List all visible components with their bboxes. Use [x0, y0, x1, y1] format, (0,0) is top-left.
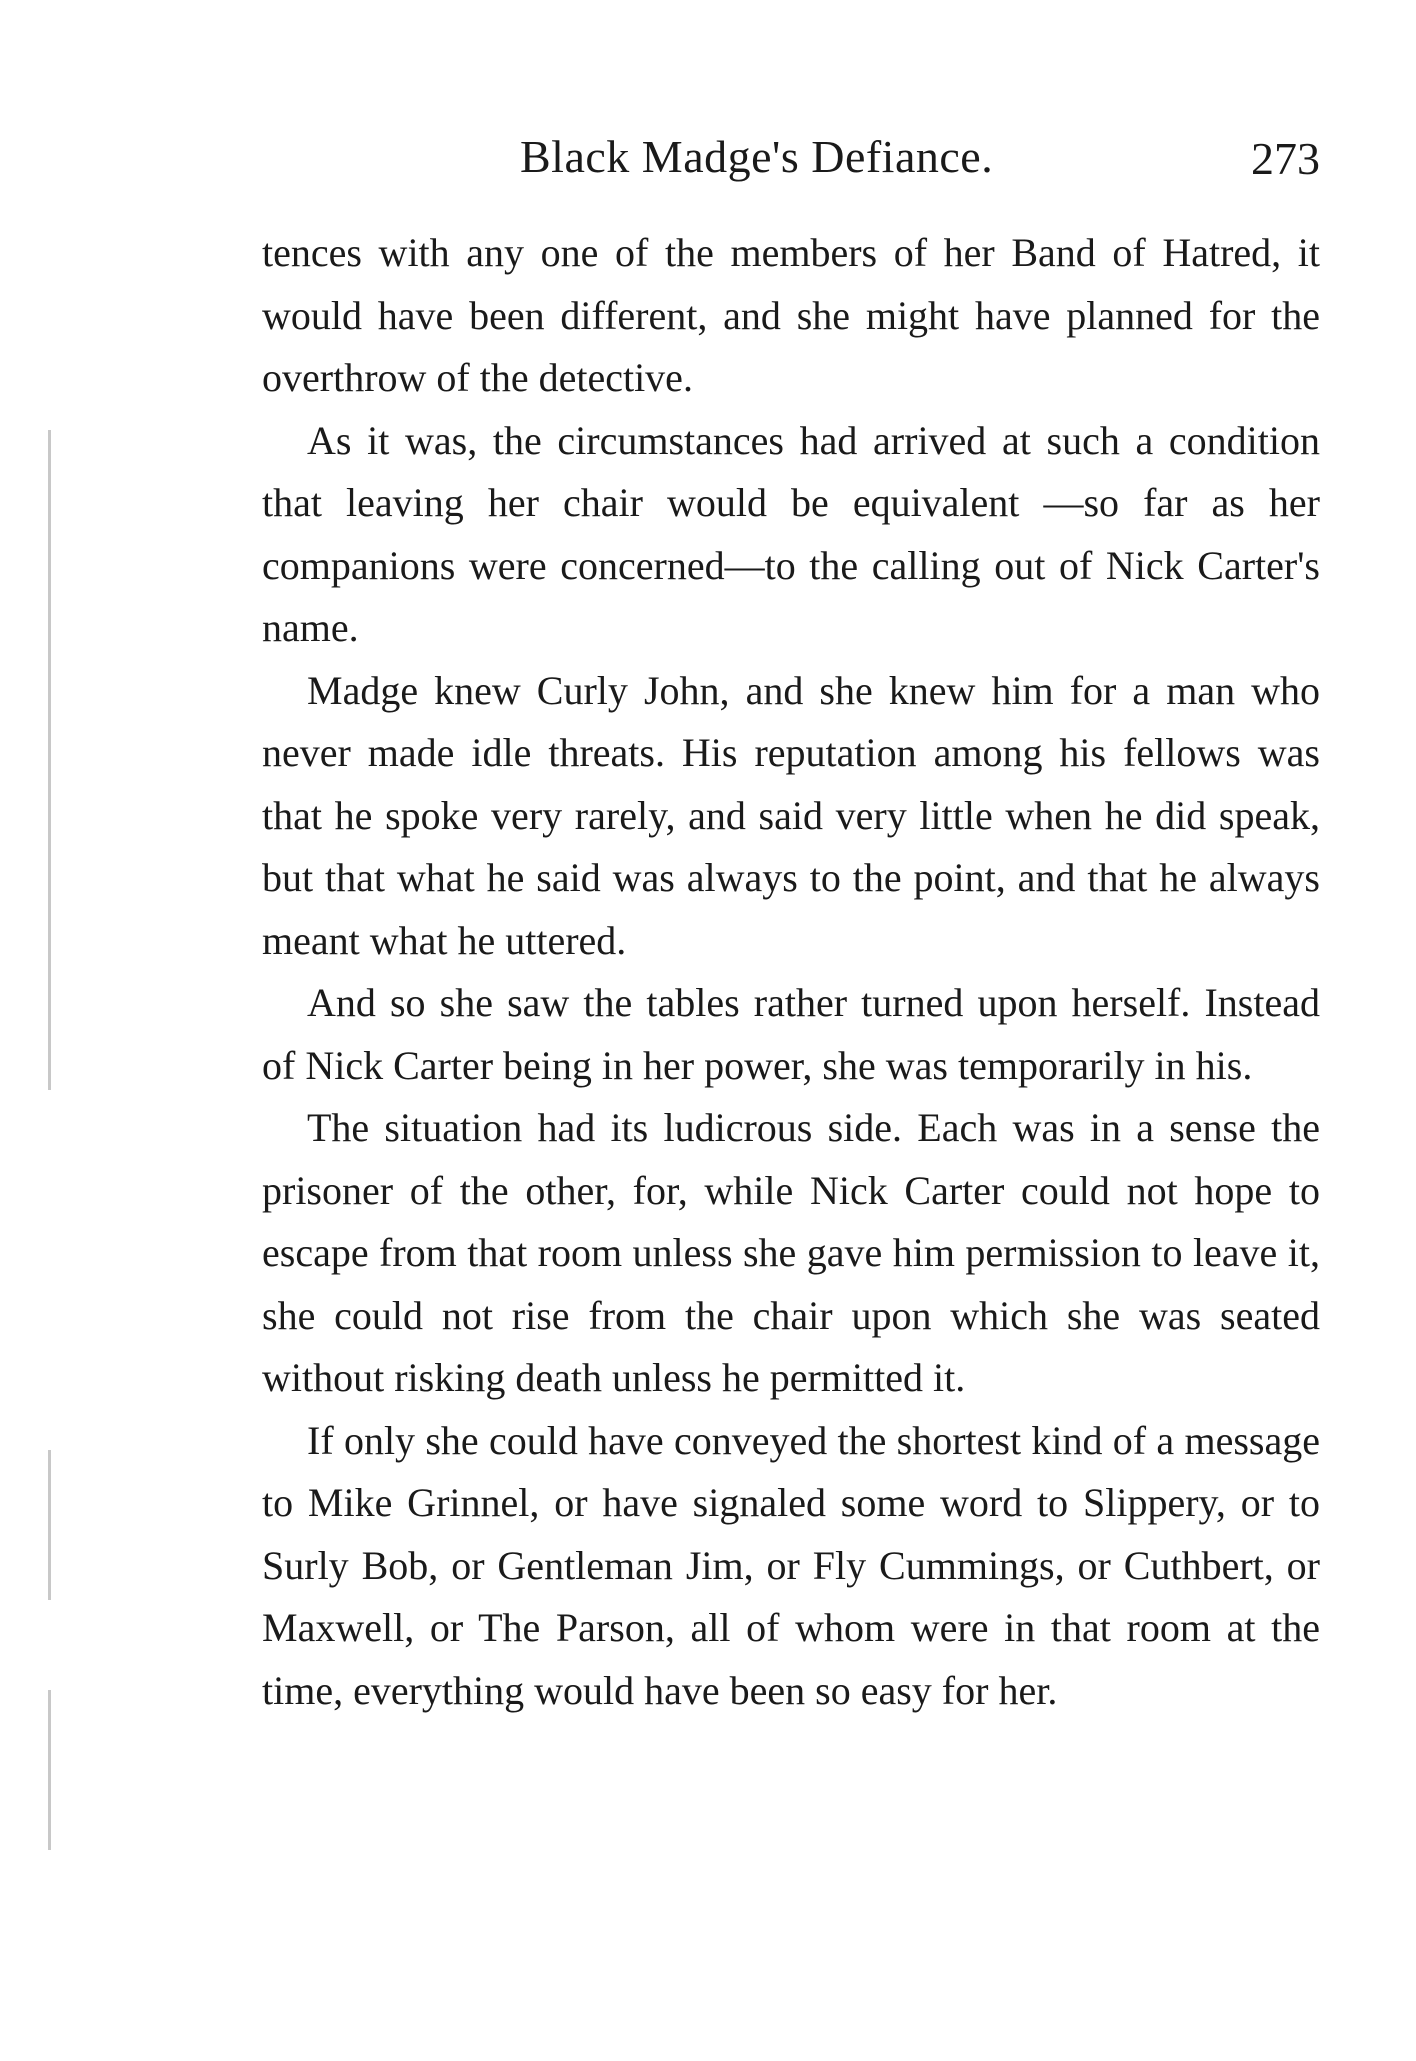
paragraph-continued: tences with any one of the members of her Band of Hatred, it would have been different, and she might have planned for the overthrow of the detective. [262, 230, 1320, 400]
paragraph: If only she could have conveyed the shortest kind of a message to Mike Grinnel, or have signaled some word to Slippery, or to Surly Bob, or Gentleman Jim, or Fly Cummings, or Cuthbert, or Maxwell, or The Parson, all of whom were in that room at the time, everything would have been so easy for her. [262, 1417, 1320, 1713]
scan-gutter-mark [48, 1450, 51, 1600]
body-text [262, 222, 1320, 1722]
paragraph: The situation had its ludicrous side. Each was in a sense the prisoner of the other, for, while Nick Carter could not hope to escape from that room unless she gave him permission to leave it, she could not rise from the chair upon which she was seated without risking death unless he permitted it. [262, 1105, 1320, 1400]
paragraph: Madge knew Curly John, and she knew him for a man who never made idle threats. His reputation among his fellows was that he spoke very rarely, and said very little when he did speak, but that what he said was always to the point, and that he always meant what he uttered. [262, 667, 1320, 963]
scan-gutter-mark [48, 430, 51, 1090]
running-head [262, 130, 1320, 200]
page-number: 273 [1251, 133, 1320, 184]
paragraph: As it was, the circumstances had arrived at such a condition that leaving her chair would be equivalent —so far as her companions were concerned—to the calling out of Nick Carter's name. [262, 417, 1320, 650]
scan-gutter-mark [48, 1690, 51, 1850]
running-title: Black Madge's Defiance. [520, 131, 994, 182]
paragraph: And so she saw the tables rather turned upon herself. Instead of Nick Carter being in her power, she was temporarily in his. [262, 980, 1320, 1088]
